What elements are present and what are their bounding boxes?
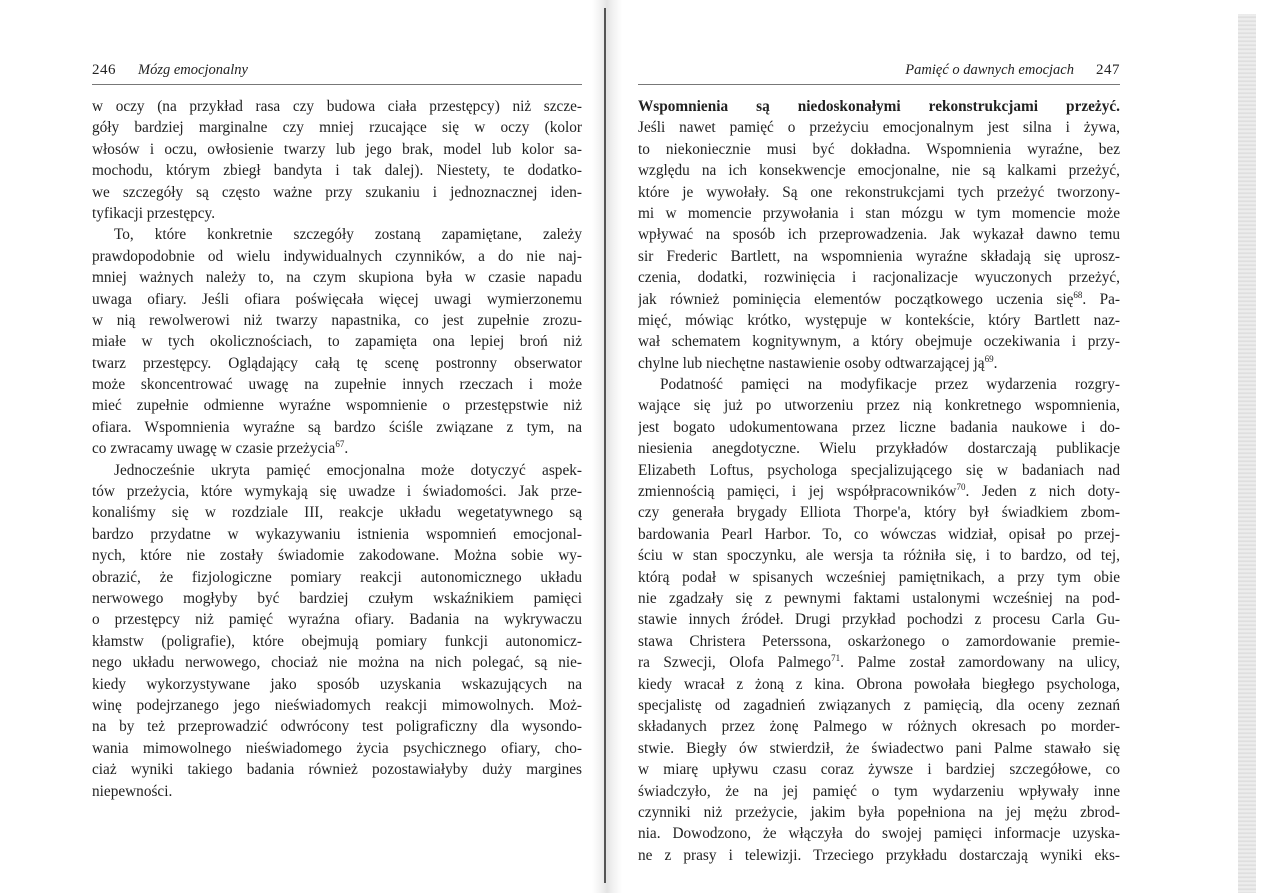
right-page-header (638, 60, 1120, 80)
text-line (638, 567, 1120, 588)
footnote-marker: 71 (831, 653, 841, 664)
line-text: niesienia anegdotyczne. Wielu przykładów dostarczają publikacje (638, 440, 1120, 458)
line-text: włosów i oczu, owłosienie twarzy lub jego brak, model lub kolor sa- (92, 140, 582, 158)
text-line (92, 331, 582, 352)
text-line (638, 481, 1120, 502)
line-text: góły bardziej marginalne czy mniej rzucające się w oczy (kolor (92, 119, 582, 137)
line-text: Jeśli nawet pamięć o przeżyciu emocjonalnym jest silna i żywa, (638, 119, 1120, 137)
line-text: może skoncentrować uwagę na zupełnie innych rzeczach i może (92, 376, 582, 394)
line-text: stwie. Biegły ów stwierdził, że świadectwo pani Palme stawało się (638, 739, 1120, 757)
left-page-header (92, 60, 582, 80)
text-line (92, 267, 582, 288)
line-text: świadczyło, że na jej pamięć o tym wydarzeniu wpływały inne (638, 782, 1120, 800)
line-text: wał schematem kognitywnym, a który obejmuje oczekiwania i przy- (638, 333, 1120, 351)
text-line (638, 759, 1120, 780)
line-text: składanych przez żonę Palmego w różnych okresach po morder- (638, 718, 1120, 736)
text-line (638, 160, 1120, 181)
text-line (92, 353, 582, 374)
line-text: to niekoniecznie musi być dokładna. Wspomnienia wyraźne, bez (638, 140, 1120, 158)
line-text: mięć, mówiąc krótko, występuje w kontekście, który Bartlett naz- (638, 311, 1120, 329)
text-line (92, 567, 582, 588)
line-text: które je wywołały. Są one rekonstrukcjami tych przeżyć tworzony- (638, 183, 1120, 201)
text-line (638, 524, 1120, 545)
line-text: jest bogato udokumentowana przez liczne badania naukowe i do- (638, 418, 1120, 436)
line-text: nego układu nerwowego, chociaż nie można na nich polegać, są nie- (92, 654, 582, 672)
text-line (638, 417, 1120, 438)
line-text: bardowania Pearl Harbor. To, co wówczas widział, opisał po przej- (638, 525, 1120, 543)
line-text: Wspomnienia są niedoskonałymi rekonstrukcjami przeżyć. (638, 98, 1120, 115)
text-line (92, 182, 582, 203)
text-line (92, 481, 582, 502)
text-line (638, 246, 1120, 267)
text-line (638, 139, 1120, 160)
text-line (638, 738, 1120, 759)
text-line (92, 224, 582, 245)
line-text: winę podejrzanego jego nieświadomych reakcji mimowolnych. Moż- (92, 696, 582, 714)
text-line (638, 182, 1120, 203)
text-line (92, 289, 582, 310)
line-text: wpływać na sposób ich przeprowadzenia. Jak wykazał dawno temu (638, 226, 1120, 244)
line-text: miałe w tych okolicznościach, to zapamięta ona lepiej broń niż (92, 333, 582, 351)
line-text: mieć zupełnie odmienne wyraźne wspomnienie o przestępstwie niż (92, 397, 582, 415)
right-running-head: Pamięć o dawnych emocjach (905, 62, 1074, 78)
line-text: ne z prasy i telewizji. Trzeciego przykładu dostarczają wyniki eks- (638, 846, 1120, 864)
line-text: o przestępcy niż pamięć wyraźna ofiary. Badania na wykrywaczu (92, 611, 582, 629)
line-text: bardzo przydatne w wykazywaniu istnienia wspomnień emocjonal- (92, 525, 582, 543)
line-text: ściu w stan spoczynku, ale wersja ta różniła się, i to bardzo, od tej, (638, 547, 1120, 565)
text-line (92, 160, 582, 181)
line-text: Elizabeth Loftus, psychologa specjalizującego się w badaniach nad (638, 461, 1120, 479)
text-line (92, 674, 582, 695)
text-line (92, 246, 582, 267)
line-text: niepewności. (92, 782, 173, 800)
text-line (92, 524, 582, 545)
text-line (638, 267, 1120, 288)
text-line (638, 674, 1120, 695)
text-line (638, 652, 1120, 673)
line-text: sir Frederic Bartlett, na wspomnienia wyraźne składają się uprosz- (638, 247, 1120, 265)
text-line (92, 460, 582, 481)
line-text: prawdopodobnie od wielu indywidualnych czynników, a do nie naj- (92, 247, 582, 265)
binding-line (604, 8, 606, 883)
footnote-marker: 69 (984, 353, 994, 364)
text-line (92, 588, 582, 609)
text-line (92, 117, 582, 138)
line-text: twarz przestępcy. Oglądający całą tę scenę postronny obserwator (92, 354, 582, 372)
right-page-number: 247 (1096, 62, 1120, 78)
text-line (638, 438, 1120, 459)
text-line (638, 802, 1120, 823)
text-line (638, 117, 1120, 138)
text-line (92, 395, 582, 416)
line-text: stawie innych źródeł. Drugi przykład pochodzi z procesu Carla Gu- (638, 611, 1120, 629)
text-line (92, 781, 582, 802)
line-text: ofiara. Wspomnienia wyraźne są bardzo ściśle związane z tym, na (92, 418, 582, 436)
text-line (92, 203, 582, 224)
text-line (638, 695, 1120, 716)
text-line (92, 695, 582, 716)
line-text: konaliśmy się w rozdziale III, reakcje układu wegetatywnego są (92, 504, 582, 522)
text-line (92, 417, 582, 438)
line-text: kiedy wracał z żoną z kina. Obrona powołała biegłego psychologa, (638, 675, 1120, 693)
text-line (92, 438, 582, 459)
line-text: Jednocześnie ukryta pamięć emocjonalna może dotyczyć aspek- (114, 461, 582, 479)
line-text: ciaż wyniki takiego badania również pozostawiałyby duży margines (92, 761, 582, 779)
line-text: wania mimowolnego nieświadomego życia psychicznego ofiary, cho- (92, 739, 582, 757)
line-text: chylne lub niechętne nastawienie osoby odtwarzającej ją (638, 354, 985, 372)
line-text: stawa Christera Peterssona, oskarżonego o zamordowanie premie- (638, 632, 1120, 650)
line-text: co zwracamy uwagę w czasie przeżycia (92, 440, 336, 458)
footnote-marker: 68 (1073, 289, 1083, 300)
left-page-number: 246 (92, 62, 116, 78)
text-line (638, 823, 1120, 844)
line-text: we szczegóły są często ważne przy szukaniu i jednoznacznej iden- (92, 183, 582, 201)
text-line (92, 374, 582, 395)
text-line (92, 545, 582, 566)
line-text-continued: . (993, 354, 998, 372)
footnote-marker: 70 (956, 481, 966, 492)
text-line (638, 716, 1120, 737)
text-line (638, 353, 1120, 374)
line-text: na by też przeprowadzić odwrócony test poligraficzny dla wysondo- (92, 718, 582, 736)
text-line (92, 652, 582, 673)
line-text: specjalistę od zagadnień związanych z pamięcią, dla oceny zeznań (638, 696, 1120, 714)
text-line (92, 139, 582, 160)
footnote-marker: 67 (335, 439, 345, 450)
line-text: w oczy (na przykład rasa czy budowa ciała przestępcy) niż szcze- (92, 98, 582, 115)
text-line (638, 374, 1120, 395)
line-text: tów przeżycia, które wymykają się uwadze i świadomości. Jak prze- (92, 483, 582, 501)
text-line (92, 502, 582, 523)
text-line (638, 289, 1120, 310)
right-page-body (638, 96, 1120, 866)
line-text: nie zgadzały się z pewnymi faktami ustalonymi wcześniej na pod- (638, 589, 1120, 607)
text-line (638, 460, 1120, 481)
line-text-continued: . Pa- (1082, 290, 1120, 308)
text-line (638, 845, 1120, 866)
line-text: zmiennością pamięci, i jej współpracowników (638, 483, 957, 501)
text-line (92, 738, 582, 759)
text-line (638, 96, 1120, 117)
text-line (92, 310, 582, 331)
text-line (638, 588, 1120, 609)
right-header-rule (638, 84, 1120, 85)
text-line (92, 96, 582, 117)
text-line (92, 609, 582, 630)
line-text: jak również pominięcia elementów początkowego uczenia się (638, 290, 1074, 308)
line-text: tyfikacji przestępcy. (92, 204, 216, 222)
text-line (638, 502, 1120, 523)
line-text: kiedy wykorzystywane jako sposób uzyskania wskazujących na (92, 675, 582, 693)
line-text: kłamstw (poligrafie), które obejmują pomiary funkcji autonomicz- (92, 632, 582, 650)
line-text: czy generała brygady Elliota Thorpe'a, który był świadkiem zbom- (638, 504, 1120, 522)
line-text: Podatność pamięci na modyfikacje przez wydarzenia rozgry- (660, 376, 1120, 394)
line-text: mniej ważnych należy to, na czym skupiona była w czasie napadu (92, 269, 582, 287)
text-line (92, 759, 582, 780)
line-text: mi w momencie przywołania i stan mózgu w tym momencie może (638, 204, 1120, 222)
text-line (638, 609, 1120, 630)
left-running-head: Mózg emocjonalny (138, 62, 248, 78)
text-line (638, 203, 1120, 224)
page-edge-shadow (1238, 14, 1256, 893)
text-line (638, 331, 1120, 352)
text-line (638, 310, 1120, 331)
line-text: którą podał w spisanych wcześniej pamiętnikach, a przy tym obie (638, 568, 1120, 586)
line-text: wające się już po utworzeniu przez nią konkretnego wspomnienia, (638, 397, 1120, 415)
line-text: nerwowego mogłyby być bardziej czułym wskaźnikiem pamięci (92, 589, 582, 607)
line-text: względu na ich konsekwencje emocjonalne, nie są kalkami przeżyć, (638, 162, 1120, 180)
line-text: ra Szwecji, Olofa Palmego (638, 654, 832, 672)
line-text: w nią rewolwerowi niż twarzy napastnika, co jest zupełnie zrozu- (92, 311, 582, 329)
book-gutter (592, 0, 622, 893)
line-text: uwaga ofiary. Jeśli ofiara poświęcała więcej uwagi wymierzonemu (92, 290, 582, 308)
right-page (638, 60, 1120, 864)
line-text: nia. Dowodzono, że włączyła do swojej pamięci informacje uzyska- (638, 825, 1120, 843)
text-line (638, 395, 1120, 416)
line-text: obrazić, że fizjologiczne pomiary reakcji autonomicznego układu (92, 568, 582, 586)
text-line (92, 716, 582, 737)
line-text-continued: . (344, 440, 349, 458)
left-header-rule (92, 84, 582, 85)
left-page-body (92, 96, 582, 802)
line-text: To, które konkretnie szczegóły zostaną zapamiętane, zależy (114, 226, 582, 244)
left-page (92, 60, 582, 800)
text-line (638, 224, 1120, 245)
text-line (638, 631, 1120, 652)
line-text: czynniki niż przeżycie, jakim była popełniona na jej mężu zbrod- (638, 803, 1120, 821)
line-text: nych, które nie zostały świadomie zakodowane. Można sobie wy- (92, 547, 582, 565)
line-text-continued: . Palme został zamordowany na ulicy, (840, 654, 1120, 672)
line-text: czenia, dodatki, rozwinięcia i racjonalizacje wyuczonych przeżyć, (638, 269, 1120, 287)
text-line (92, 631, 582, 652)
text-line (638, 781, 1120, 802)
line-text: w miarę upływu czasu coraz żywsze i bardziej szczegółowe, co (638, 761, 1120, 779)
line-text-continued: . Jeden z nich doty- (965, 483, 1120, 501)
line-text: mochodu, którym zbiegł bandyta i tak dalej). Niestety, te dodatko- (92, 162, 582, 180)
text-line (638, 545, 1120, 566)
